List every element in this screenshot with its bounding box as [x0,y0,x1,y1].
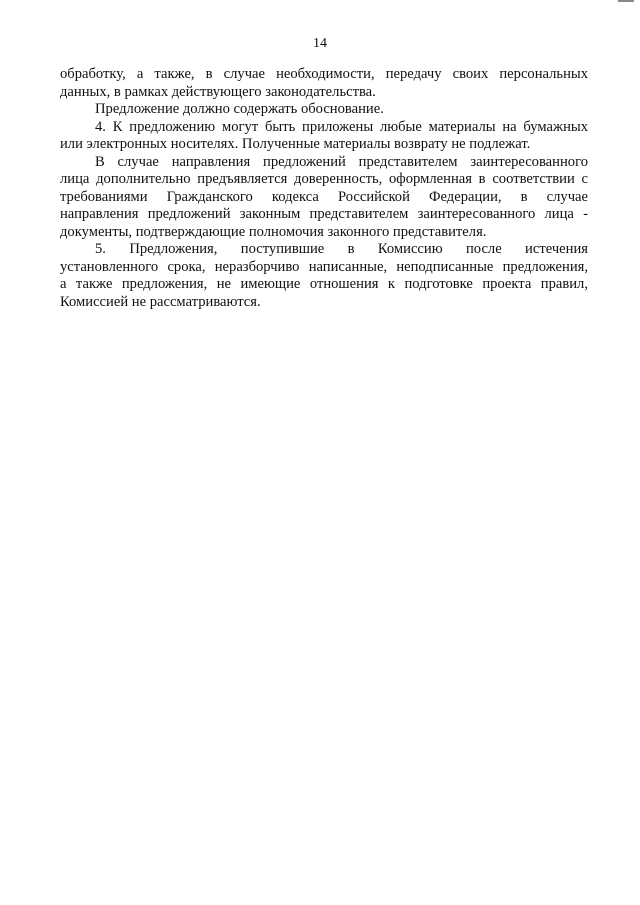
text-line: 5. Предложения, поступившие в Комиссию после истечения [95,241,588,257]
text-line: или электронных носителях. Полученные материалы возврату не подлежат. [60,136,531,152]
document-body [60,66,588,311]
text-line: 4. К предложению могут быть приложены любые материалы на бумажных [95,118,588,135]
text-line: В случае направления предложений представителем заинтересованного [95,153,588,170]
paragraph-representative [60,154,588,242]
text-line: обработку, а также, в случае необходимости, передачу своих персональных [60,66,588,82]
text-line: установленного срока, неразборчиво написанные, неподписанные предложения, [60,258,588,275]
text-line: а также предложения, не имеющие отношения к подготовке проекта правил, [60,276,588,292]
text-line: Предложение должно содержать обоснование. [95,101,384,117]
text-line: требованиями Гражданского кодекса Российской Федерации, в случае [60,188,588,205]
paragraph-item-5 [60,241,588,311]
page-number: 14 [313,36,327,51]
text-line: данных, в рамках действующего законодательства. [60,83,376,100]
paragraph-justification [60,101,588,119]
text-line: направления предложений законным представителем заинтересованного лица - [60,206,588,222]
paragraph-item-4 [60,119,588,154]
text-line: Комиссией не рассматриваются. [60,293,261,310]
scan-corner-mark [618,0,634,2]
text-line: документы, подтверждающие полномочия законного представителя. [60,223,487,240]
text-line: лица дополнительно предъявляется доверенность, оформленная в соответствии с [60,171,588,187]
paragraph-consent-continuation [60,66,588,101]
